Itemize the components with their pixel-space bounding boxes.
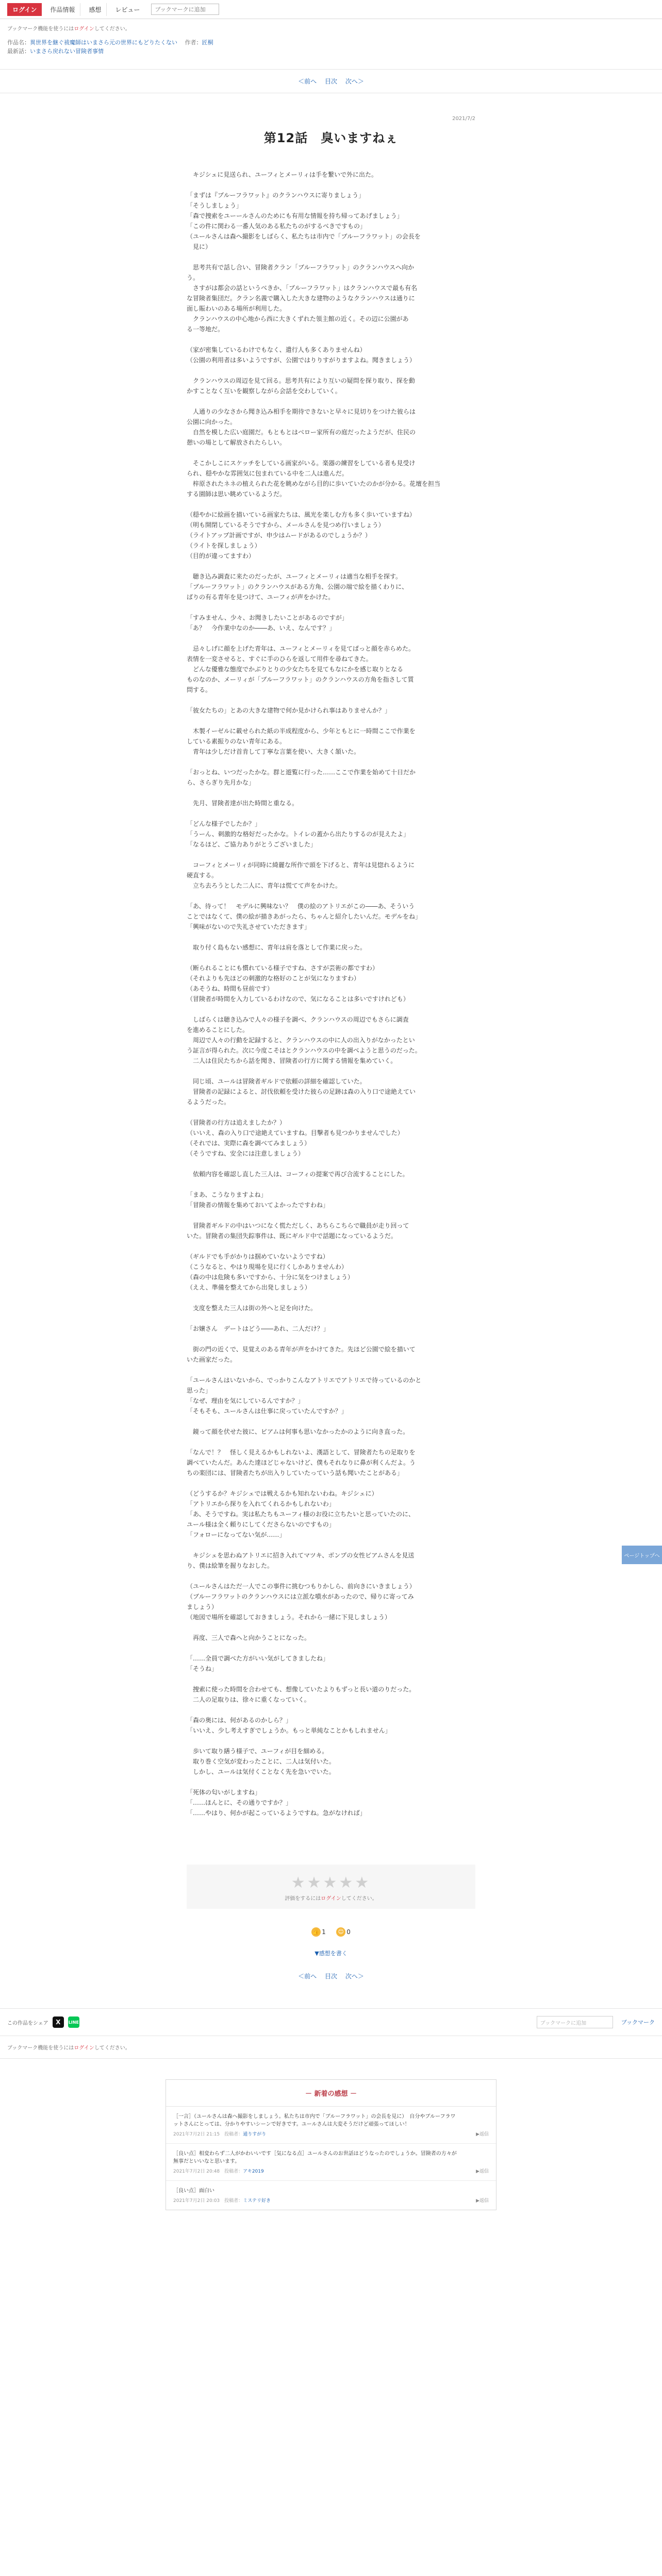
review-reply-link[interactable]: ▶返信	[476, 2198, 489, 2204]
body-paragraph: られ、穏やかな雰囲気に包まれている中を二人は進んだ。	[187, 470, 348, 477]
bookmark-login-notice-bottom	[0, 2036, 662, 2051]
body-paragraph: るようだった。	[187, 1098, 230, 1106]
body-paragraph: 「お嬢さん デートはどう――あれ、二人だけ？」	[187, 1325, 329, 1332]
body-paragraph: ましょう）	[187, 1603, 218, 1611]
body-paragraph: 「ブルーフラワット」のクランハウスがある方角、公園の端で絵を描くわりに、	[187, 583, 408, 590]
review-item	[166, 2181, 496, 2210]
rating-stars[interactable]: ★★★★★	[291, 1874, 371, 1892]
share-label: この作品をシェア	[7, 2020, 48, 2026]
pager-bottom	[187, 1972, 475, 1980]
body-paragraph: 調べていたんだ。あんた達ほどじゃないけど、僕もそれなりに鼻が利くんだよ。う	[187, 1459, 416, 1466]
body-paragraph: 歩いて取り繕う様子で、ユーフィが目を細める。	[187, 1748, 328, 1755]
body-paragraph: どんな優雅な態度でかぶりとりの少女たちを見てもなにかを感じ取りとなる	[187, 666, 404, 673]
blank-line	[187, 1705, 475, 1715]
body-paragraph: 冒険者ギルドの中はいつになく慌ただしく、あちらこちらで職員が走り回って	[187, 1222, 409, 1229]
body-paragraph: 支度を整えた三人は街の外へと足を向けた。	[187, 1304, 317, 1312]
blank-line	[187, 1437, 475, 1447]
new-reviews	[166, 2079, 496, 2210]
blank-line	[187, 180, 475, 190]
body-paragraph: （ライトアップ計画ですが、申少はムードがあるのでしょうか？）	[187, 532, 371, 539]
blank-line	[187, 1241, 475, 1251]
smile-icon: 😊	[336, 1927, 345, 1937]
body-paragraph: 「そもそも、ユールさんは仕事に戻っていたんですか？」	[187, 1408, 347, 1415]
body-paragraph: り、僕は絵筆を握りなおした。	[187, 1562, 274, 1569]
global-header	[0, 0, 662, 19]
episode-body	[187, 170, 475, 1818]
bookmark-login-notice	[0, 19, 662, 32]
body-paragraph: （ライトを探しましょう）	[187, 542, 261, 549]
body-paragraph: う。	[187, 274, 200, 281]
review-text: ［良い点］相変わらず二人がかわいいです［気になる点］ユールさんのお世話はどうなったのでしょうか。冒険者の方々が無事だといいなと思います。	[173, 2151, 457, 2164]
body-paragraph: 二人の足取りは、徐々に重くなっていく。	[187, 1696, 310, 1703]
nav-item-reviews[interactable]: レビュー	[115, 6, 140, 13]
body-paragraph: 硬直する。	[187, 872, 218, 879]
blank-line	[187, 561, 475, 571]
login-button[interactable]: ログイン	[7, 3, 42, 16]
body-paragraph: 周辺で人々の行動を記録すると、クランハウスの中に人の出入りがなかったとい	[187, 1037, 415, 1044]
body-paragraph: （それでは、実際に森を調べてみましょう）	[187, 1140, 311, 1147]
body-paragraph: （明も開閉しているそうですから、メールさんを見つめ行いましょう）	[187, 521, 385, 529]
reaction-count: 1	[322, 1928, 326, 1936]
body-paragraph: 梓原されたネネの植えられた花を眺めながら目的に歩いていたのかが分かる。花壇を担当	[187, 480, 441, 487]
body-paragraph: コーフィとメーリィが同時に綺麗な所作で頭を下げると、青年は見惚れるように	[187, 861, 415, 869]
body-paragraph: 「いいえ、少し考えすぎでしょうか。もっと単純なことかもしれません」	[187, 1727, 391, 1734]
latest-label: 最新話	[7, 48, 24, 55]
body-paragraph: 「この件に関わる一番人気のある私たちのがするべきですもの」	[187, 223, 367, 230]
review-author-link[interactable]: アキ2019	[243, 2169, 264, 2174]
body-paragraph: する園師は思い眺めているようだ。	[187, 490, 286, 498]
blank-line	[187, 252, 475, 262]
rating-note	[187, 1894, 475, 1902]
rating-note-text: 評価をするには	[285, 1896, 321, 1902]
body-paragraph: （ええ、準備を整えてから出発しましょう）	[187, 1284, 311, 1291]
body-paragraph: 聴き込み調査に来たのだったが、ユーフィとメーリィは適当な相手を探す。	[187, 573, 402, 580]
blank-line	[187, 1478, 475, 1488]
blank-line	[187, 716, 475, 726]
body-paragraph: クランハウスの中心地から西に大きくずれた領主館の近く。その辺に公園があ	[187, 315, 409, 323]
notice-login-link[interactable]: ログイン	[74, 2045, 94, 2051]
body-paragraph: （目的が違ってますわ）	[187, 552, 255, 560]
body-paragraph: 思考共有で話し合い、冒険者クラン「ブルーフラワット」のクランハウスへ向か	[187, 264, 415, 271]
body-paragraph: 「……ほんとに、その通りですか？」	[187, 1799, 292, 1806]
body-paragraph: 「どんな様子でしたか？」	[187, 820, 261, 827]
body-paragraph: クランハウスの周辺を見て回る。思考共有により互いの疑問を探り取り、探を動	[187, 377, 415, 384]
body-paragraph: 取り巻く空気が変わったことに、二人は気付いた。	[187, 1758, 335, 1765]
body-paragraph: いた画家だった。	[187, 1356, 237, 1363]
body-paragraph: 「アトリエから探りを入れてくれるかもしれないわ」	[187, 1500, 335, 1507]
pager-toc-link[interactable]: 目次	[324, 1973, 337, 1980]
pager-prev-link[interactable]: ＜前へ	[298, 1973, 317, 1980]
body-paragraph: （穏やかに絵画を描いている画家たちは、風光を楽しむ方も多く歩いていますね）	[187, 511, 416, 518]
body-paragraph: （どうするか？キジシェでは戦えるかも知れないわね。キジシェに）	[187, 1490, 378, 1497]
body-paragraph: （森の中は危険も多いですから、十分に気をつけましょう）	[187, 1274, 354, 1281]
body-paragraph: （ギルドでも手がかりは掴めていないようですね）	[187, 1253, 329, 1260]
body-paragraph: 先月、冒険者達が出た時間と重なる。	[187, 800, 299, 807]
body-paragraph: かすことなく互いを観察しながら会話を交わしていく。	[187, 387, 341, 395]
body-paragraph: う証言が得られた。次に今度こそはとクランハウスの中を調べようと思うのだった。	[187, 1047, 421, 1054]
body-paragraph: 人通りの少なさから聞き込み相手を期待できないと早々に見切りをつけた彼らは	[187, 408, 416, 415]
blank-line	[187, 1293, 475, 1303]
body-paragraph: 「うーん、刺激的な格好だったかな。トイレの蓋から出たりするのが見えたよ」	[187, 831, 410, 838]
blank-line	[187, 365, 475, 376]
body-paragraph: 「まあ、こうなりますよね」	[187, 1191, 267, 1198]
pager-prev-link[interactable]: ＜前へ	[298, 78, 317, 85]
latest-episode-link[interactable]: いまさら戻れない冒険者事情	[30, 48, 104, 55]
review-item	[166, 2144, 496, 2181]
body-paragraph: 取り付く島もない感想に、青年は肩を落として作業に戻った。	[187, 944, 367, 951]
blank-line	[187, 695, 475, 705]
reactions	[187, 1927, 475, 1937]
body-paragraph: 冒険者の記録によると、討伐依頼を受けた彼らの足跡は森の入り口で途絶えてい	[187, 1088, 416, 1095]
body-paragraph: 鏡って顔を伏せた彼に、ビアムは何事も思いなかったかのように向き直った。	[187, 1428, 409, 1435]
reaction-count: 0	[346, 1928, 351, 1936]
body-paragraph: 立ち去ろうとした二人に、青年は慌てて声をかけた。	[187, 882, 342, 889]
blank-line	[187, 808, 475, 819]
review-meta	[173, 2197, 489, 2204]
page-top-button[interactable]: ページトップへ	[622, 1546, 662, 1564]
x-share-icon[interactable]: X	[53, 2016, 64, 2028]
body-paragraph: 依頼内容を確認し直した三人は、コーフィの提案で再び合流することにした。	[187, 1171, 409, 1178]
episode-content	[187, 93, 475, 1980]
blank-line	[187, 1622, 475, 1633]
review-author-link[interactable]: ミステリ好き	[243, 2198, 271, 2204]
body-paragraph: さすがは都会の話というべきか、「ブルーフラワット」はクランハウスで最も有名	[187, 284, 418, 292]
body-paragraph: 「おっとね、いつだったかな。群と遊覧に行った……ここで作業を始めて十日だか	[187, 769, 416, 776]
body-paragraph: 「興味がないので失礼させていただきます」	[187, 923, 311, 930]
body-paragraph: ちの楽団には、冒険者たちが出入りしていたっていう話も聞いたことがある」	[187, 1469, 404, 1477]
blank-line	[187, 1365, 475, 1375]
body-paragraph: （ユールさんは森へ撮影をしばらく、私たちは市内で「ブルーフラワット」の会長を	[187, 233, 421, 240]
body-paragraph: （ユールさんはただ一人でこの事件に挑むつもりかしら、前向きにいきましょう）	[187, 1583, 416, 1590]
body-paragraph: （冒険者の行方は追えましたか？）	[187, 1119, 286, 1126]
notice-login-link[interactable]: ログイン	[74, 26, 94, 32]
episode-title: 第12話 臭いますねぇ	[263, 131, 399, 145]
body-paragraph: ことではなくて、僕の絵が描きあがったら、ちゃんと紹介したいんだ。モデルをね」	[187, 913, 422, 920]
body-paragraph: いた。冒険者の集団失踪事件は、既にギルド中で話題になっているようだ。	[187, 1232, 397, 1240]
blank-line	[187, 602, 475, 613]
line-share-icon[interactable]: LINE	[68, 2016, 79, 2028]
body-paragraph: キジシェに見送られ、ユーフィとメーリィは手を繋いで外に出た。	[187, 171, 378, 178]
body-paragraph: 「……やはり、何かが起こっているようですね。急がなければ」	[187, 1809, 366, 1817]
work-meta	[0, 32, 662, 56]
blank-line	[187, 1004, 475, 1014]
blank-line	[187, 633, 475, 643]
review-by: 投稿者：	[224, 2169, 243, 2174]
body-paragraph: る一等地だ。	[187, 326, 224, 333]
body-paragraph: 「そうね」	[187, 1665, 218, 1672]
pager-toc-link[interactable]: 目次	[324, 78, 337, 85]
blank-line	[187, 448, 475, 458]
body-paragraph: を進めることにした。	[187, 1026, 249, 1033]
blank-line	[187, 396, 475, 406]
share-row	[0, 2009, 662, 2036]
body-paragraph: ユール様は全く頼りにしてくださらないのですもの」	[187, 1521, 335, 1528]
body-paragraph: 「あ、そうですね。実は私たちもユーフィ様のお役に立ちたいと思っていたのに、	[187, 1511, 415, 1518]
write-review-link[interactable]: ▼感想を書く	[315, 1950, 347, 1957]
blank-line	[187, 1159, 475, 1169]
publish-date: 2021/7/2	[452, 116, 475, 122]
nav-item-work-info[interactable]: 作品情報	[45, 3, 80, 16]
blank-line	[187, 1179, 475, 1190]
reaction-smile[interactable]	[336, 1927, 351, 1937]
body-paragraph: （それよりも先ほどの刺激的な格好のことが気になりますわ）	[187, 975, 360, 982]
body-paragraph: 自然を模した広い庭園だ。もともとはベロー家所有の庭だったようだが、住民の	[187, 429, 416, 436]
body-paragraph: 木製イーゼルに載せられた紙の半成程度から、少年ともとに一時間ここで作業を	[187, 727, 416, 735]
new-reviews-title: － 新着の感想 －	[166, 2080, 496, 2107]
blank-line	[187, 499, 475, 510]
blank-line	[187, 1107, 475, 1117]
review-reply-link[interactable]: ▶返信	[476, 2132, 489, 2137]
body-paragraph: （断られることにも慣れている様子ですね、さすが芸術の都ですわ）	[187, 964, 379, 972]
body-paragraph: 「すみません、少々、お聞きしたいことがあるのですが」	[187, 614, 348, 621]
blank-line	[187, 757, 475, 767]
review-reply-link[interactable]: ▶返信	[476, 2169, 489, 2174]
body-paragraph: 「なぜ、理由を気にしているんですか？」	[187, 1397, 304, 1404]
review-meta	[173, 2130, 489, 2137]
blank-line	[187, 1736, 475, 1746]
bookmark-button[interactable]: ブックマーク	[621, 2019, 655, 2026]
body-paragraph: 「ユールさんはいないから、でっかりこんなアトリエでアトリエで待っているのかと	[187, 1377, 422, 1384]
author-label: 作者	[185, 39, 196, 46]
body-paragraph: 表情を一変させると、すぐに手のひらを返して用件を尋ねてきた。	[187, 655, 372, 663]
review-text: ［一言］（ユールさんは森へ撮影をしましょう。私たちは市内で「ブルーフラワット」の会長を見に） 自分やブルーフラワットさんにとっては、分かりやすいシーンで好きです。ユールさんは大変そうだけど頑張ってほしい！	[173, 2114, 456, 2127]
body-paragraph: 「……全員で調べた方がいい気がしてきましたね」	[187, 1655, 329, 1662]
blank-line	[187, 1066, 475, 1076]
notice-text: ブックマーク機能を使うには	[7, 26, 74, 32]
body-paragraph: ら、さらぎり先月かな」	[187, 779, 255, 786]
review-date: 2021年7月2日 20:03	[173, 2198, 220, 2204]
blank-line	[187, 1777, 475, 1787]
body-paragraph: 「なんで！？ 怪しく見えるかもしれないよ、漢語として、冒険者たちの足取りを	[187, 1449, 416, 1456]
blank-line	[187, 1334, 475, 1344]
notice-text-end: してください。	[94, 26, 130, 32]
body-paragraph: （家が密集しているわけでもなく、遣行人も多くありませんね）	[187, 346, 366, 353]
review-text: ［良い点］面白い	[173, 2188, 214, 2194]
body-paragraph: 「彼女たちの」とあの大きな建物で何か見かけられ事はありませんか？」	[187, 707, 391, 714]
body-paragraph: 「なるほど、ご協力ありがとうございました」	[187, 841, 317, 848]
body-paragraph: 「森の奥には、何があるのかしら？」	[187, 1717, 292, 1724]
body-paragraph: 思った」	[187, 1387, 212, 1394]
body-paragraph: 再度、三人で森へと向かうことになった。	[187, 1634, 311, 1641]
review-item	[166, 2107, 496, 2144]
notice-text-end: してください。	[94, 2045, 130, 2051]
body-paragraph: な冒険者集団だ。クラン名義で購入した大きな建物のようなクランハウスは通りに	[187, 295, 415, 302]
blank-line	[187, 1571, 475, 1581]
review-author-link[interactable]: 通りすがり	[243, 2132, 267, 2137]
body-paragraph: 問する。	[187, 686, 212, 693]
body-paragraph: 青年は少しだけ首肯して丁寧な言葉を使い、大きく頷いた。	[187, 748, 360, 755]
body-paragraph: 忌々しげに顔を上げた青年は、ユーフィとメーリィを見てぱっと顔を赤らめた。	[187, 645, 415, 652]
work-title-link[interactable]: 異世界を継ぐ祓魔師はいまさら元の世界にもどりたくない	[30, 39, 177, 46]
review-by: 投稿者：	[224, 2132, 243, 2137]
body-paragraph: 「まずは『ブルーフラワット』のクランハウスに寄りましょう」	[187, 192, 365, 199]
nav-item-impressions[interactable]: 感想	[84, 3, 107, 16]
blank-line	[187, 1674, 475, 1684]
body-paragraph: （冒険者が時間を入力しているわけなので、気になることは多いですけれども）	[187, 995, 409, 1003]
blank-line	[187, 788, 475, 798]
blank-line	[187, 1540, 475, 1550]
body-paragraph: 憩いの場として解放されたらしい。	[187, 439, 286, 446]
blank-line	[187, 1210, 475, 1221]
pager-top	[0, 70, 662, 93]
body-paragraph: 同じ頃、ユールは冒険者ギルドで依頼の詳細を確認していた。	[187, 1078, 366, 1085]
author-link[interactable]: 匠桐	[202, 39, 213, 46]
body-paragraph: 「死体の匂いがしますね」	[187, 1789, 261, 1796]
body-paragraph: （こうなると、やはり現場を見に行くしかありませんわ）	[187, 1263, 348, 1270]
work-row: 作品名：異世界を継ぐ祓魔師はいまさら元の世界にもどりたくない 作者：匠桐	[7, 39, 213, 46]
blank-line	[187, 1416, 475, 1427]
body-paragraph: 二人は住民たちから話を聞き、冒険者の行方に関する情報を集めていく。	[187, 1057, 397, 1064]
body-paragraph: している素振りのない青年にある。	[187, 738, 286, 745]
body-paragraph: 「森で捜索をユーールさんのためにも有用な情報を持ち帰ってあげましょう」	[187, 212, 403, 219]
latest-row: 最新話：いまさら戻れない冒険者事情	[7, 48, 104, 55]
body-paragraph: ばりの有る青年を見つけて、ユーフィが声をかけた。	[187, 594, 335, 601]
blank-line	[187, 334, 475, 345]
body-paragraph: キジシェを思わぬアトリエに招き入れてマツキ、ボンプの女性ビアムさんを見送	[187, 1552, 415, 1559]
rating-note-end: してください。	[341, 1896, 377, 1902]
review-meta	[173, 2167, 489, 2174]
pager-next-link[interactable]: 次へ＞	[345, 78, 364, 85]
review-date: 2021年7月2日 21:15	[173, 2132, 220, 2137]
body-paragraph: （公園の利用者は多いようですが、公園ではりりすがりますよね。聞きましょう）	[187, 357, 416, 364]
blank-line	[187, 932, 475, 942]
reaction-thumbs-up[interactable]	[311, 1927, 326, 1937]
rating-login-link[interactable]: ログイン	[321, 1896, 341, 1902]
body-paragraph: 捜索に使った時間を合わせても、想像していたよりもずっと長い道のりだった。	[187, 1686, 416, 1693]
body-paragraph: そこかしこにスケッチをしている画家がいる。楽器の練習をしている者も見受け	[187, 460, 416, 467]
pager-next-link[interactable]: 次へ＞	[345, 1973, 364, 1980]
blank-line	[187, 850, 475, 860]
review-date: 2021年7月2日 20:48	[173, 2169, 220, 2174]
blank-line	[187, 891, 475, 901]
body-paragraph: （あそうね、時間も昼前です）	[187, 985, 274, 992]
body-paragraph: 「冒険者の情報を集めておいてよかったですわね」	[187, 1201, 329, 1209]
work-label: 作品名	[7, 39, 24, 46]
body-paragraph: （そうですね、安全には注意しましょう）	[187, 1150, 305, 1157]
rating-area	[187, 1865, 475, 1909]
body-paragraph: しばらくは聴き込みで人々の様子を調べ、クランハウスの周辺でもさらに調査	[187, 1016, 409, 1023]
body-paragraph: 面し賑わいのある場所が利用した。	[187, 305, 286, 312]
body-paragraph: 「フォローになってない気が……」	[187, 1531, 286, 1538]
body-paragraph: 公園に向かった。	[187, 418, 237, 426]
thumbs-up-icon: 👍	[311, 1927, 321, 1937]
blank-line	[187, 1313, 475, 1324]
blank-line	[187, 1643, 475, 1653]
review-by: 投稿者：	[224, 2198, 243, 2204]
body-paragraph: 「あ、待って！ モデルに興味ない？ 僕の絵のアトリエがこの――あ、そういう	[187, 903, 415, 910]
notice-text: ブックマーク機能を使うには	[7, 2045, 74, 2051]
blank-line	[187, 953, 475, 963]
bookmark-add-input[interactable]	[151, 4, 219, 15]
body-paragraph: ものなのか、メーリィが「ブルーフラワット」のクランハウスの方角を指さして質	[187, 676, 414, 683]
body-paragraph: 「そうしましょう」	[187, 202, 243, 209]
body-paragraph: 見に）	[187, 243, 212, 250]
body-paragraph: 街の門の近くで、見覚えのある青年が声をかけてきた。先ほど公園で絵を描いて	[187, 1346, 416, 1353]
body-paragraph: （いいえ、森の入り口で途絶えていますね。目撃者も見つかりませんでした）	[187, 1129, 404, 1137]
body-paragraph: （地図で場所を確認しておきましょう。それから一緒に下見しましょう）	[187, 1614, 391, 1621]
bookmark-add-field[interactable]: ブックマークに追加	[537, 2016, 613, 2028]
body-paragraph: 「あ？ 今作業中なのか――あ、いえ、なんです？」	[187, 624, 336, 632]
body-paragraph: （ブルーフラワットのクランハウスには立派な噴水があったので、帰りに寄ってみ	[187, 1593, 414, 1600]
divider	[0, 2058, 662, 2059]
body-paragraph: しかし、ユールは気付くことなく先を急いでいた。	[187, 1768, 335, 1775]
